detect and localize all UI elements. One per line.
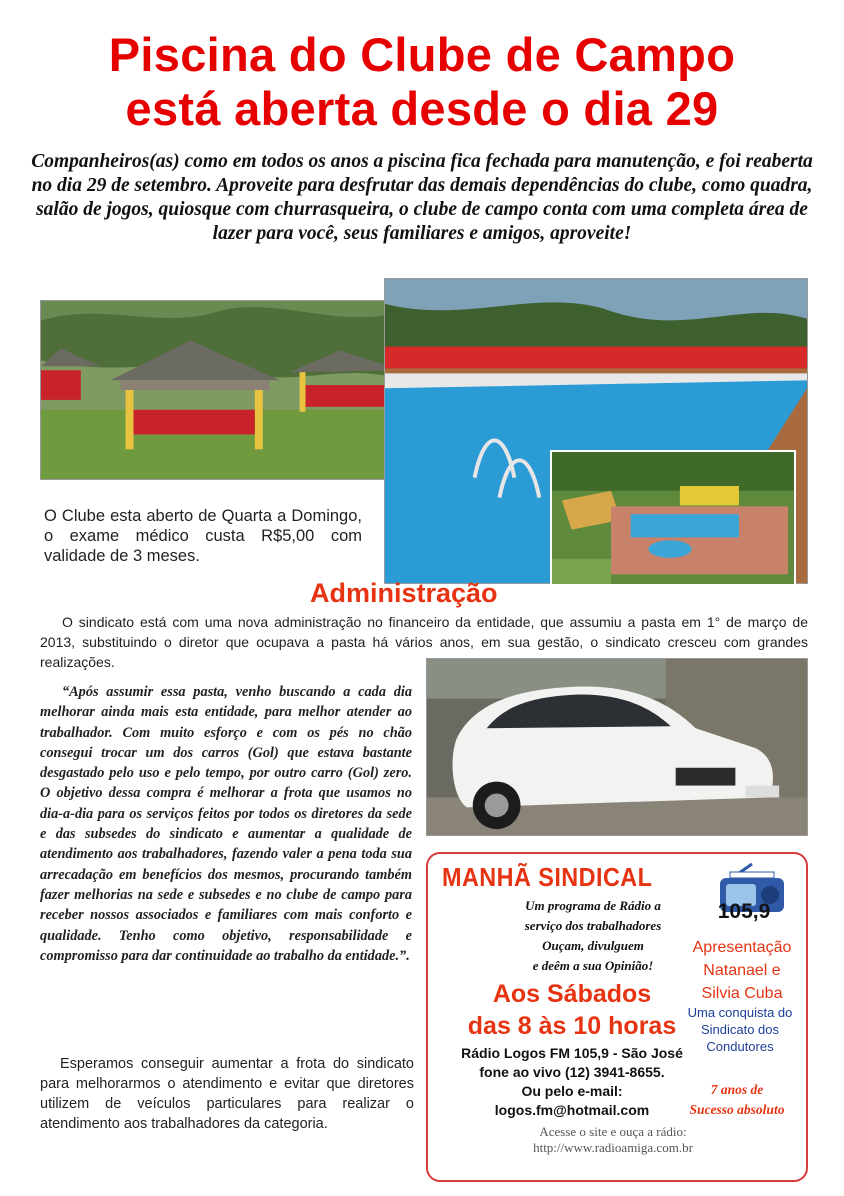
- radio-email-label: Ou pelo e-mail:: [521, 1083, 623, 1099]
- radio-program-title: MANHÃ SINDICAL: [442, 862, 653, 892]
- radio-years-line: Sucesso absoluto: [689, 1102, 785, 1117]
- radio-phone-line: fone ao vivo (12) 3941-8655.: [479, 1064, 665, 1080]
- radio-station-line: Rádio Logos FM 105,9 - São José: [461, 1045, 683, 1061]
- radio-tagline-line: serviço dos trabalhadores: [524, 918, 662, 933]
- radio-years-badge: [672, 1080, 802, 1120]
- radio-tagline-line: e deêm a sua Opinião!: [532, 958, 654, 973]
- radio-hosts-line: Apresentação: [692, 939, 792, 956]
- radio-achievement-line: Condutores: [706, 1039, 774, 1054]
- radio-hosts-line: Natanael e: [703, 962, 781, 979]
- club-hours-note: O Clube esta aberto de Quarta a Domingo, o exame médico custa R$5,00 com validade de 3 meses.: [44, 507, 362, 565]
- radio-frequency: 105,9: [717, 900, 771, 923]
- radio-website-label: Acesse o site e ouça a rádio:: [539, 1124, 687, 1139]
- car-photo: [426, 658, 808, 836]
- radio-schedule-time: das 8 às 10 horas: [467, 1012, 677, 1040]
- radio-achievement-line: Sindicato dos: [700, 1022, 780, 1037]
- page-headline: [0, 28, 844, 136]
- radio-website: [488, 1124, 738, 1156]
- radio-schedule: [438, 978, 706, 1042]
- radio-tagline-line: Ouçam, divulguem: [542, 938, 644, 953]
- headline-line-2: está aberta desde o dia 29: [125, 82, 719, 135]
- headline-line-1: Piscina do Clube de Campo: [108, 28, 736, 81]
- radio-tagline-line: Um programa de Rádio a: [525, 898, 661, 913]
- intro-paragraph: Companheiros(as) como em todos os anos a piscina fica fechada para manutenção, e foi reaberta no dia 29 de setembro. Aproveite para desfrutar das demais dependências do clube, como quadra, salão de jogos, quiosque com churrasqueira, o clube de campo conta com uma completa área de lazer para você, seus familiares e amigos, aproveite!: [31, 151, 813, 244]
- radio-program-ad: [426, 852, 808, 1182]
- kiosk-photo: [40, 300, 404, 480]
- director-quote: “Após assumir essa pasta, venho buscando a cada dia melhorar ainda mais esta entidade, para melhor atender ao trabalhador. Com muito esforço e com os pés no chão consegui trocar um dos carros (Gol) que estava bastante desgastado pelo uso e pelo tempo, por outro carro (Gol) zero. O objetivo dessa compra é melhorar a frota que usamos no dia-a-dia para os serviços feitos por todos os diretores da sede e das subsedes do sindicato e aumentar a qualidade de atendimento aos trabalhadores, fazendo valer a pena toda sua arrecadação em benefícios dos mesmos, procurando também fazer melhorias na sede e subsedes e no clube de campo para receber nossos associados e familiares com mais conforto e qualidade. Tenho como objetivo, responsabilidade e compromisso para dar continuidade ao trabalho da entidade.”.: [40, 684, 412, 964]
- closing-paragraph: Esperamos conseguir aumentar a frota do sindicato para melhorarmos o atendimento e evitar que diretores utilizem de veículos particulares para realizar o atendimento aos trabalhadores da categoria.: [40, 1056, 414, 1132]
- radio-years-line: 7 anos de: [710, 1082, 764, 1097]
- radio-email: logos.fm@hotmail.com: [494, 1102, 650, 1118]
- administration-title: Administração: [310, 578, 498, 608]
- radio-website-link[interactable]: http://www.radioamiga.com.br: [533, 1140, 693, 1155]
- administration-intro: O sindicato está com uma nova administração no financeiro da entidade, que assumiu a pasta em 1° de março de 2013, substituindo o diretor que ocupava a pasta há vários anos, em sua gestão, o sindicato cresceu com grandes realizações.: [40, 614, 808, 670]
- radio-achievement-line: Uma conquista do: [687, 1005, 793, 1020]
- aerial-pool-photo: [550, 450, 796, 586]
- radio-contact: [436, 1044, 708, 1120]
- radio-hosts-line: Silvia Cuba: [701, 985, 783, 1002]
- radio-schedule-day: Aos Sábados: [492, 980, 652, 1008]
